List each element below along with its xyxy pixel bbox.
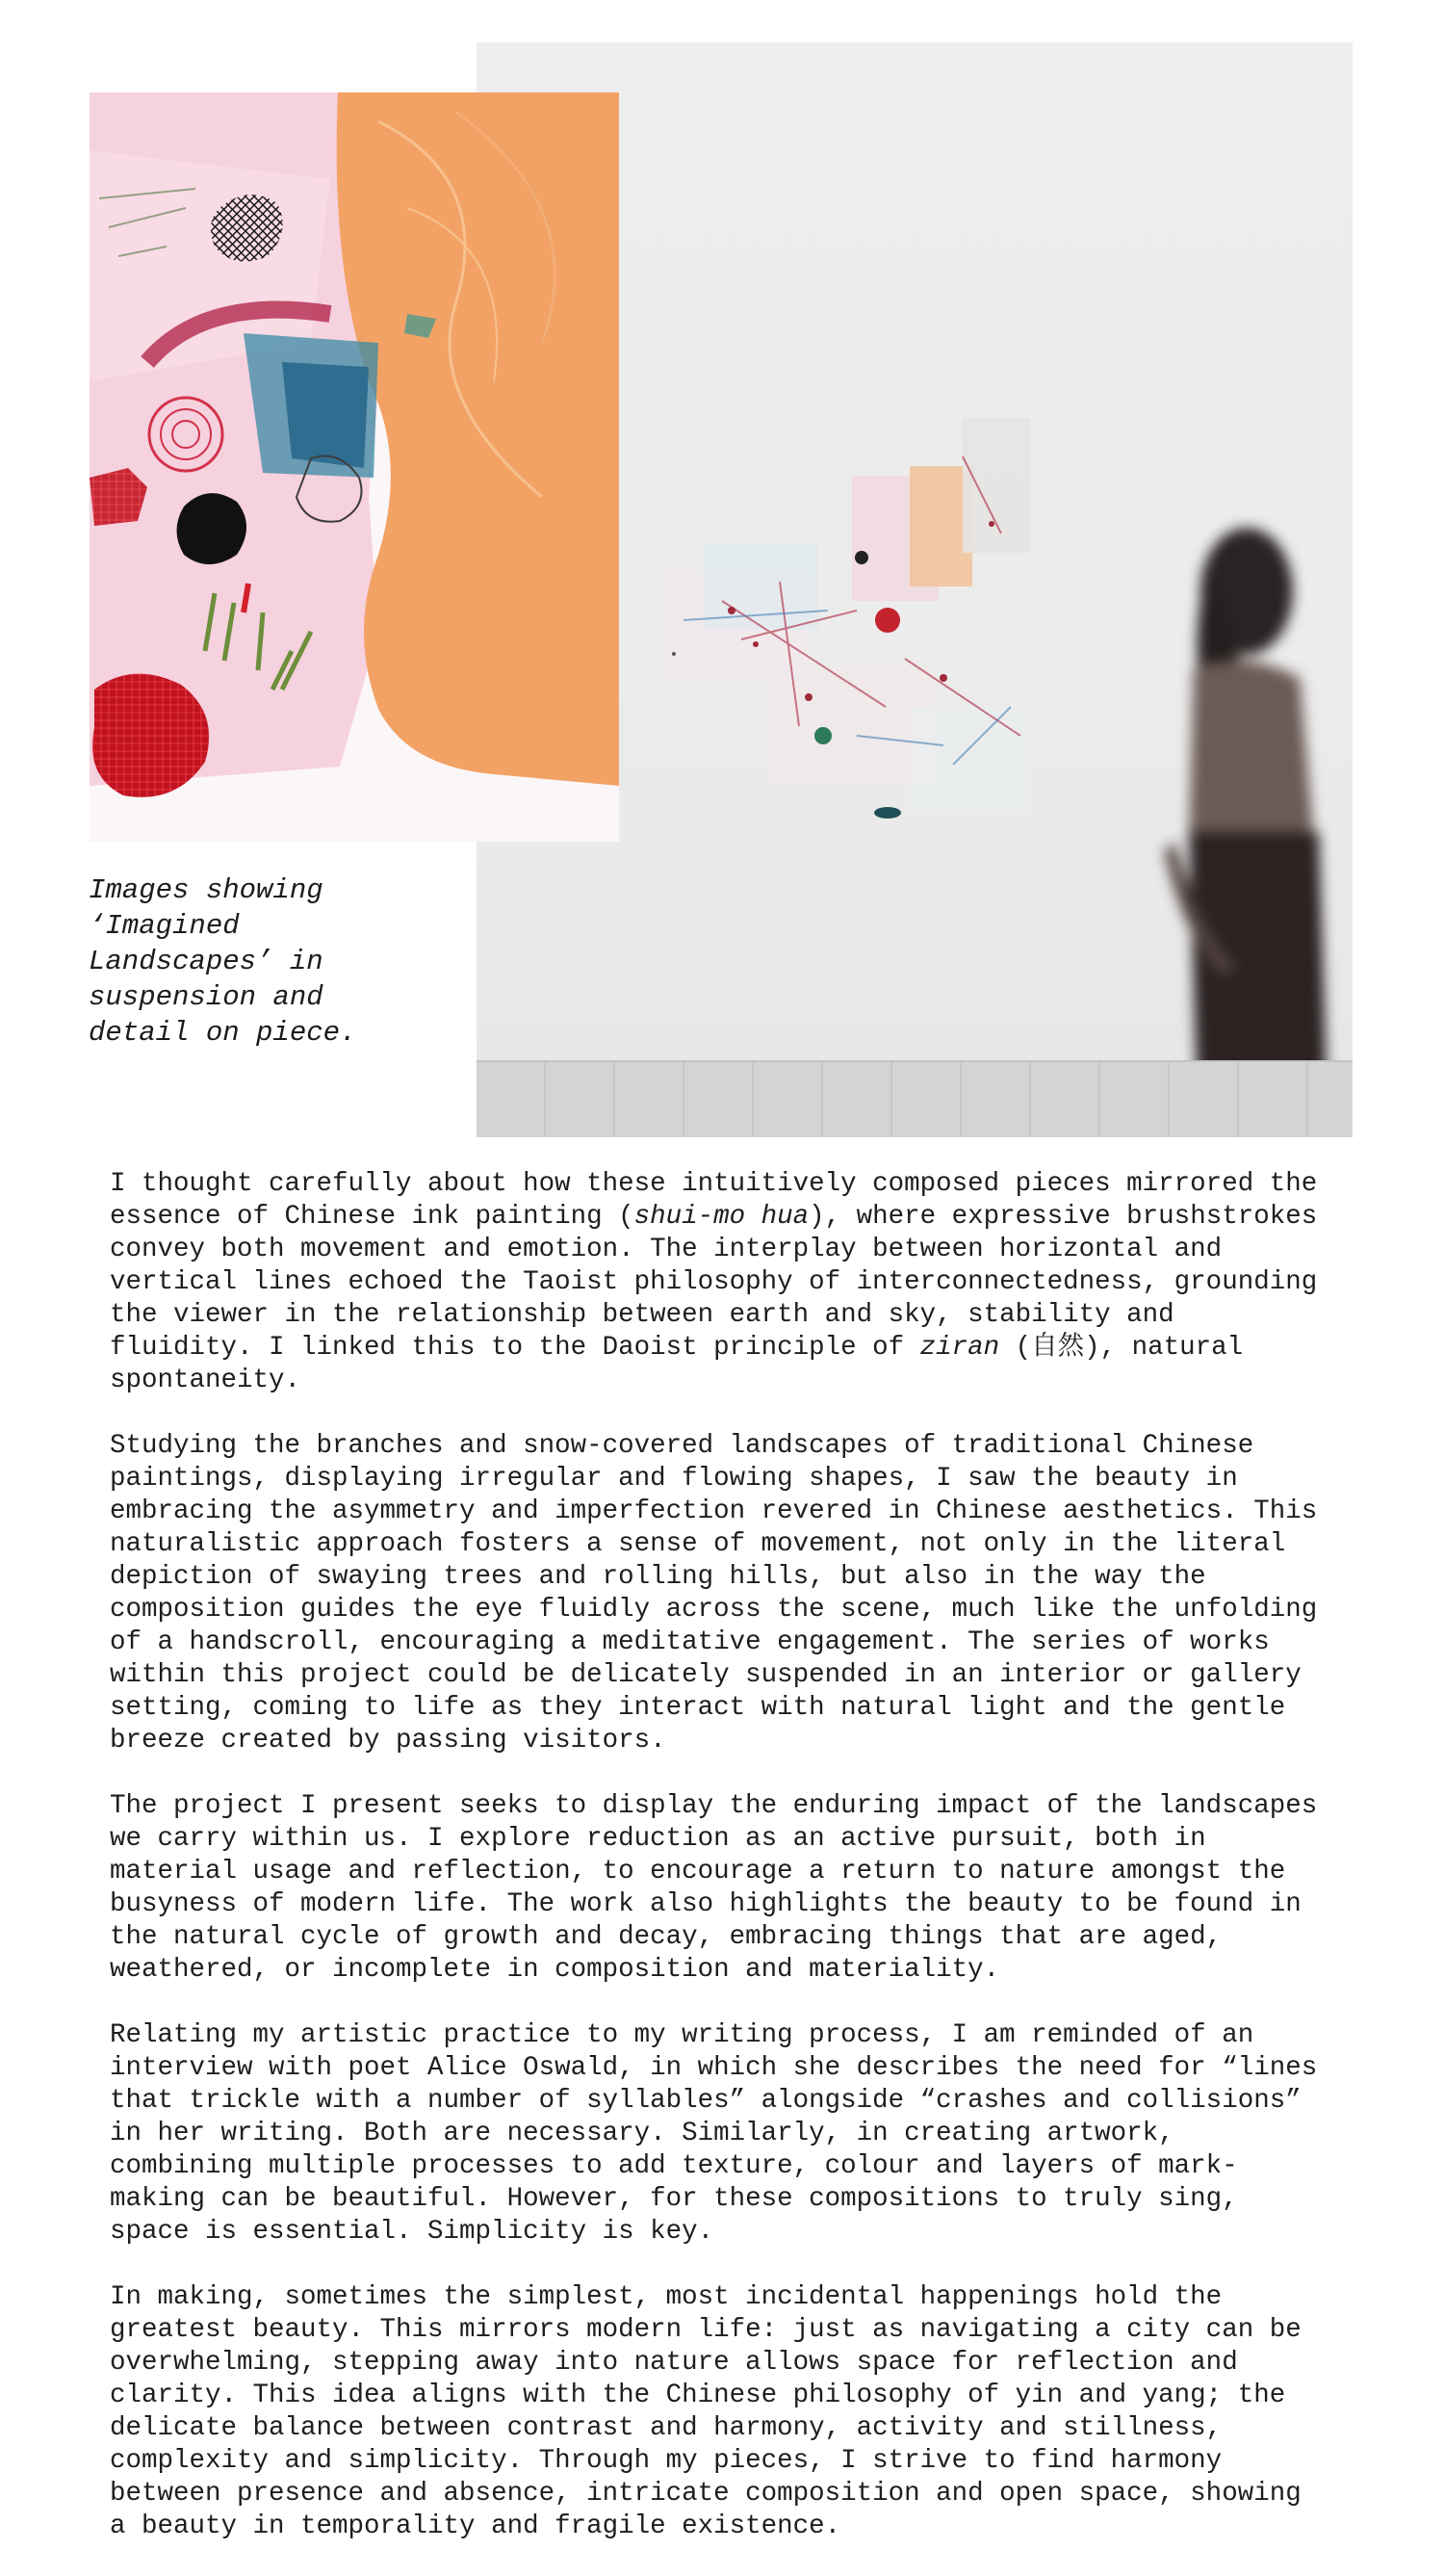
paragraph-4: Relating my artistic practice to my writing process, I am reminded of an interview with poet Alice Oswald, in which she describes the need for “lines that trickle with a number of syllables” alongside “crashes and collisions” in her writing. Both are necessary. Similarly, in creating artwork, combining multiple processes to add texture, colour and layers of mark- making can be beautiful. However, for these compositions to truly sing, space is essential. Simplicity is key. <box>110 2020 1318 2247</box>
paragraph-1 <box>110 1168 1352 1397</box>
paragraph-5: In making, sometimes the simplest, most incidental happenings hold the greatest beauty. This mirrors modern life: just as navigating a city can be overwhelming, stepping away into nature allows space for reflection and clarity. This idea aligns with the Chinese philosophy of yin and yang; the delicate balance between contrast and harmony, activity and stillness, complexity and simplicity. Through my pieces, I strive to find harmony between presence and absence, intricate composition and open space, showing a beauty in temporality and fragile existence. <box>110 2282 1302 2541</box>
artwork-detail <box>90 92 619 842</box>
paragraph-1-text-a: I thought carefully about how these intuitively composed pieces mirrored the essence of Chinese ink painting ( <box>110 1169 1318 1232</box>
blurred-visitor <box>1131 524 1353 1137</box>
essay-body <box>110 1168 1352 2576</box>
suspended-artwork <box>664 418 1126 861</box>
gallery-floor <box>477 1060 1353 1137</box>
paragraph-1-text-c: (自然), natural spontaneity. <box>110 1333 1244 1395</box>
paragraph-1-text-b: ), where expressive brushstrokes convey both movement and emotion. The interplay between horizontal and vertical lines echoed the Taoist philosophy of interconnectedness, grounding the viewer in the relationship between earth and sky, stability and fluidity. I linked this to the Daoist principle of <box>110 1202 1318 1363</box>
image-caption: Images showing ‘Imagined Landscapes’ in suspension and detail on piece. <box>89 874 357 1049</box>
detail-photo <box>90 92 619 842</box>
term-ziran: ziran <box>919 1333 1000 1363</box>
paragraph-2: Studying the branches and snow-covered landscapes of traditional Chinese paintings, displaying irregular and flowing shapes, I saw the beauty in embracing the asymmetry and imperfection revered in Chinese aesthetics. This naturalistic approach fosters a sense of movement, not only in the literal depiction of swaying trees and rolling hills, but also in the way the composition guides the eye fluidly across the scene, much like the unfolding of a handscroll, encouraging a meditative engagement. The series of works within this project could be delicately suspended in an interior or gallery setting, coming to life as they interact with natural light and the gentle breeze created by passing visitors. <box>110 1431 1318 1756</box>
term-shui-mo-hua: shui-mo hua <box>633 1202 810 1232</box>
paragraph-3: The project I present seeks to display the enduring impact of the landscapes we carry within us. I explore reduction as an active pursuit, both in material usage and reflection, to encourage a return to nature amongst the busyness of modern life. The work also highlights the beauty to be found in the natural cycle of growth and decay, embracing things that are aged, weathered, or incomplete in composition and materiality. <box>110 1791 1318 1985</box>
